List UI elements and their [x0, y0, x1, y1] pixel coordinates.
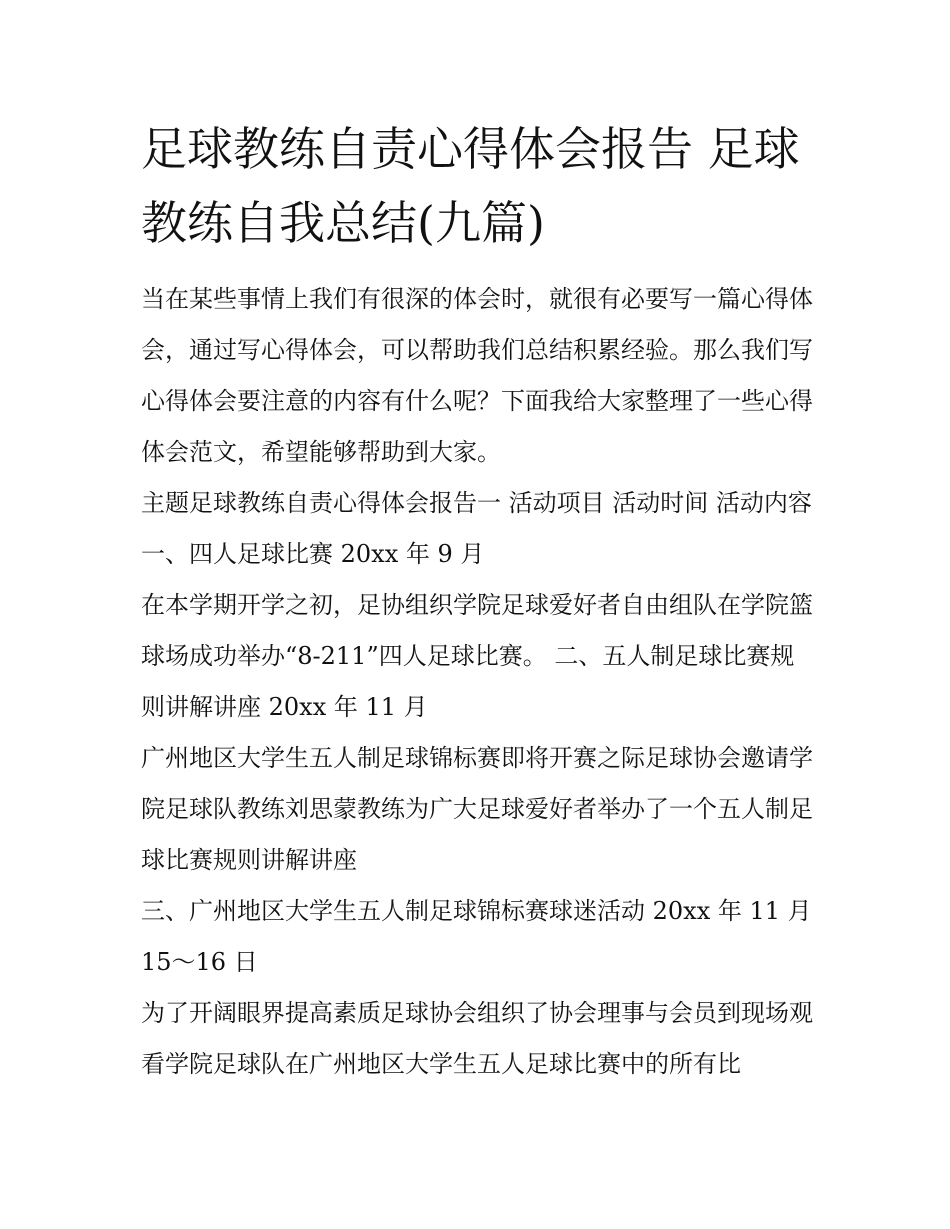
paragraph-activity-header: 主题足球教练自责心得体会报告一 活动项目 活动时间 活动内容 一、四人足球比赛 20xx 年 9 月 — [141, 489, 812, 568]
paragraph-activity-three-heading: 三、广州地区大学生五人制足球锦标赛球迷活动 20xx 年 11 月 15～16 日 — [141, 897, 812, 976]
paragraph-activity-three: 为了开阔眼界提高素质足球协会组织了协会理事与会员到现场观看学院足球队在广州地区大学生五人足球比赛中的所有比 — [141, 999, 813, 1078]
paragraph-activity-one: 在本学期开学之初，足协组织学院足球爱好者自由组队在学院篮球场成功举办“8-211”四人足球比赛。 二、五人制足球比赛规则讲解讲座 20xx 年 11 月 — [141, 591, 813, 721]
document-title: 足球教练自责心得体会报告 足球教练自我总结(九篇) — [141, 122, 800, 250]
paragraph-intro: 当在某些事情上我们有很深的体会时，就很有必要写一篇心得体会，通过写心得体会，可以帮助我们总结积累经验。那么我们写心得体会要注意的内容有什么呢？下面我给大家整理了一些心得体会范文，希望能够帮助到大家。 — [141, 285, 813, 466]
document-page — [141, 112, 813, 1090]
document-body — [141, 274, 813, 1090]
paragraph-activity-two: 广州地区大学生五人制足球锦标赛即将开赛之际足球协会邀请学院足球队教练刘思蒙教练为广大足球爱好者举办了一个五人制足球比赛规则讲解讲座 — [141, 744, 813, 874]
